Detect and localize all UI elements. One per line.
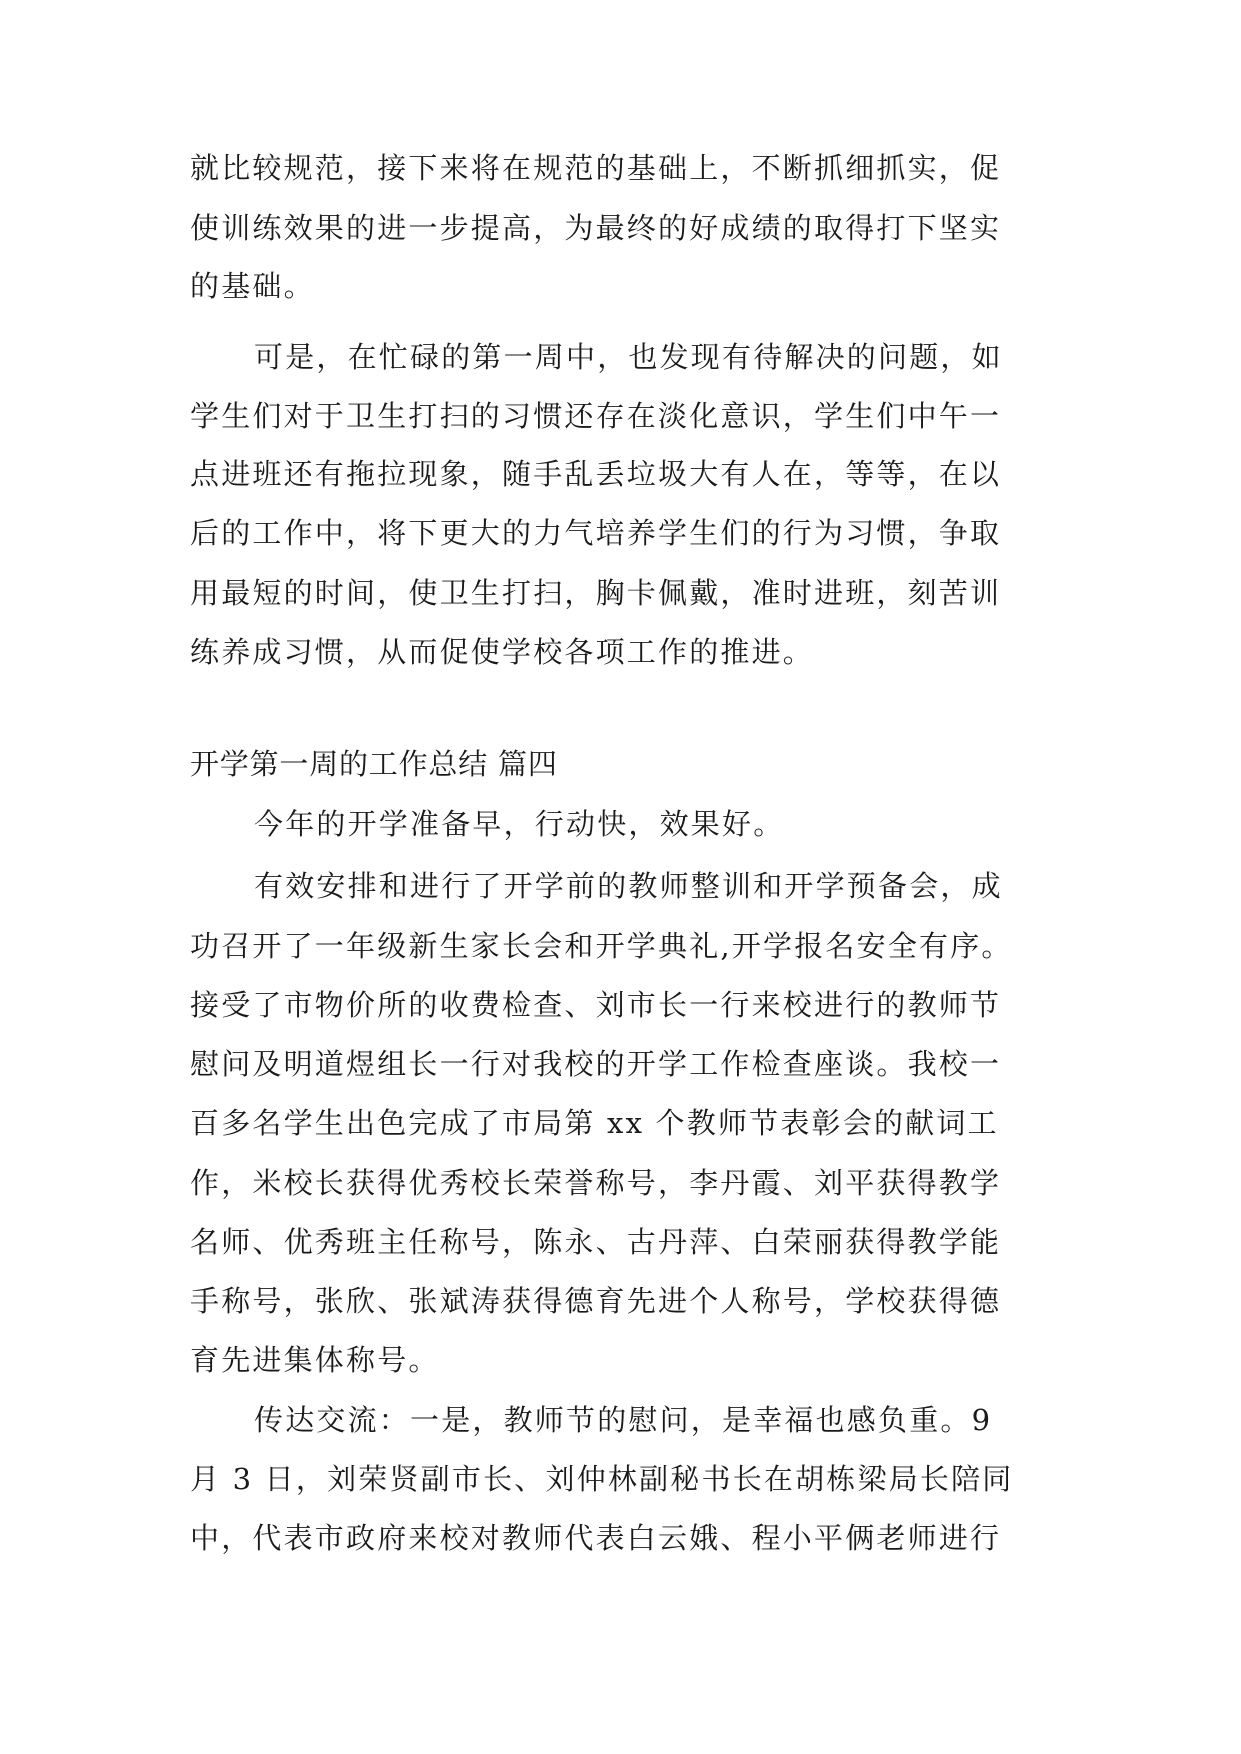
paragraph-4-line-7: 名师、优秀班主任称号，陈永、古丹萍、白荣丽获得教学能: [190, 1225, 1002, 1259]
paragraph-2-line-5: 用最短的时间，使卫生打扫，胸卡佩戴，准时进班，刻苦训: [190, 576, 1002, 610]
paragraph-4-line-6: 作，米校长获得优秀校长荣誉称号，李丹霞、刘平获得教学: [190, 1166, 1002, 1200]
paragraph-5-line-1: 传达交流：一是，教师节的慰问，是幸福也感负重。9: [254, 1403, 993, 1437]
paragraph-1-line-3: 的基础。: [190, 269, 315, 303]
paragraph-4-line-5: 百多名学生出色完成了市局第 xx 个教师节表彰会的献词工: [190, 1106, 999, 1140]
paragraph-1-line-2: 使训练效果的进一步提高，为最终的好成绩的取得打下坚实: [190, 211, 1002, 245]
paragraph-4-line-3: 接受了市物价所的收费检查、刘市长一行来校进行的教师节: [190, 988, 1002, 1022]
paragraph-2-line-1: 可是，在忙碌的第一周中，也发现有待解决的问题，如: [254, 340, 1003, 374]
paragraph-4-line-8: 手称号，张欣、张斌涛获得德育先进个人称号，学校获得德: [190, 1284, 1002, 1318]
paragraph-5-line-2: 月 3 日，刘荣贤副市长、刘仲林副秘书长在胡栋梁局长陪同: [190, 1462, 1014, 1496]
paragraph-4-line-9: 育先进集体称号。: [190, 1343, 440, 1377]
paragraph-4-line-4: 慰问及明道煜组长一行对我校的开学工作检查座谈。我校一: [190, 1047, 1002, 1081]
paragraph-5-line-3: 中，代表市政府来校对教师代表白云娥、程小平俩老师进行: [190, 1521, 1002, 1555]
paragraph-4-line-2: 功召开了一年级新生家长会和开学典礼,开学报名安全有序。: [190, 929, 1013, 963]
paragraph-3-line-1: 今年的开学准备早，行动快，效果好。: [254, 807, 785, 841]
paragraph-2-line-2: 学生们对于卫生打扫的习惯还存在淡化意识，学生们中午一: [190, 399, 1002, 433]
paragraph-4-line-1: 有效安排和进行了开学前的教师整训和开学预备会，成: [254, 869, 1003, 903]
paragraph-1-line-1: 就比较规范，接下来将在规范的基础上，不断抓细抓实，促: [190, 151, 1002, 185]
paragraph-2-line-6: 练养成习惯，从而促使学校各项工作的推进。: [190, 635, 815, 669]
paragraph-2-line-4: 后的工作中，将下更大的力气培养学生们的行为习惯，争取: [190, 516, 1002, 550]
section-heading: 开学第一周的工作总结 篇四: [190, 747, 558, 781]
paragraph-2-line-3: 点进班还有拖拉现象，随手乱丢垃圾大有人在，等等，在以: [190, 457, 1002, 491]
